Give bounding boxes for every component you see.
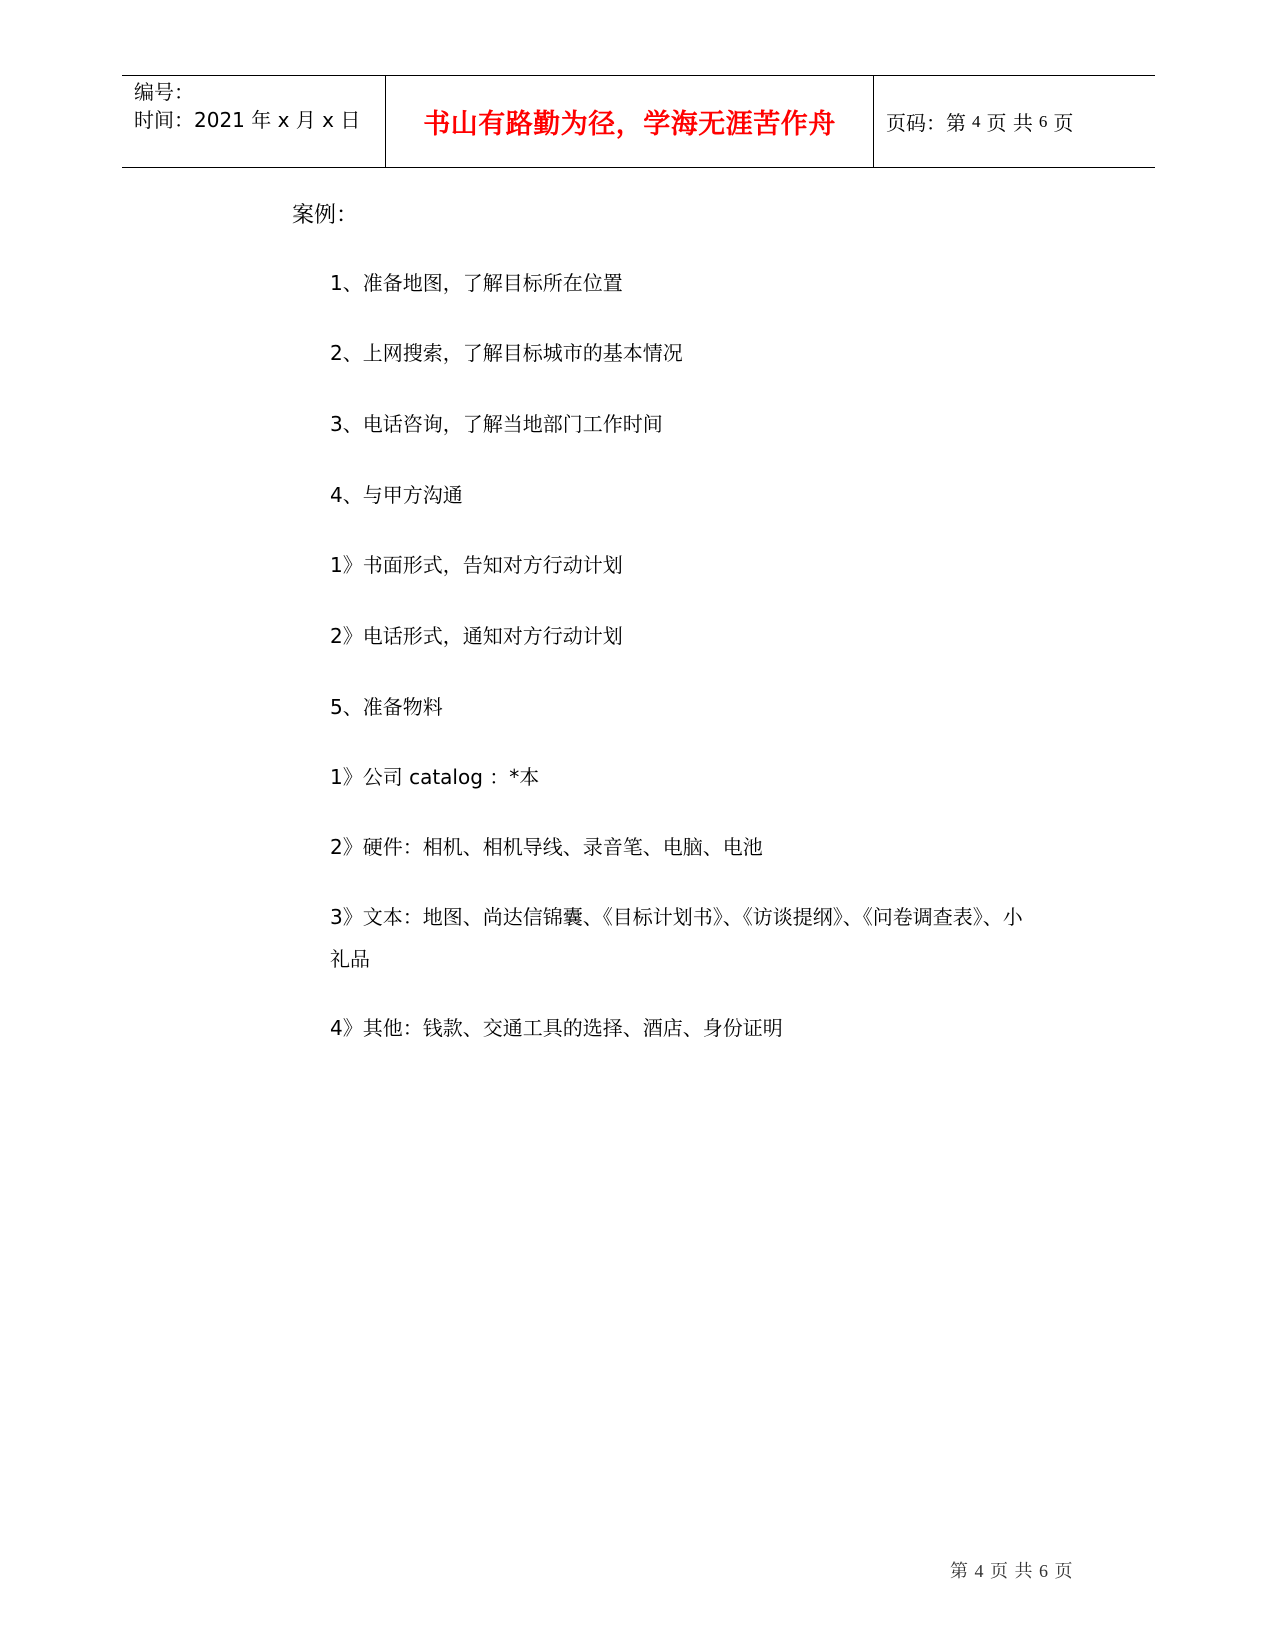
list-item: 3、电话咨询，了解当地部门工作时间 [330, 412, 663, 436]
list-item: 2》电话形式，通知对方行动计划 [330, 624, 623, 648]
list-item: 5、准备物料 [330, 695, 443, 719]
list-item: 2》硬件：相机、相机导线、录音笔、电脑、电池 [330, 835, 763, 859]
page-label-mid: 页 共 [986, 111, 1033, 135]
header-motto: 书山有路勤为径，学海无涯苦作舟 [386, 76, 874, 167]
document-time-label: 时间：2021 年 x 月 x 日 [134, 108, 361, 132]
list-item: 1》公司 catalog ：*本 [330, 765, 540, 789]
list-item: 1、准备地图，了解目标所在位置 [330, 271, 623, 295]
list-item: 4、与甲方沟通 [330, 483, 463, 507]
list-item: 2、上网搜索，了解目标城市的基本情况 [330, 341, 683, 365]
header-meta-cell [122, 76, 386, 167]
document-number-label: 编号： [134, 80, 194, 104]
header-page-indicator [874, 76, 1155, 167]
page-label-prefix: 页码：第 [886, 111, 966, 135]
page-label-suffix: 页 [1053, 111, 1074, 135]
list-item: 1》书面形式，告知对方行动计划 [330, 553, 623, 577]
section-heading: 案例： [292, 203, 359, 228]
list-item-continuation: 礼品 [330, 947, 370, 971]
page-current-number: 4 [972, 111, 981, 131]
document-header [122, 75, 1155, 168]
list-item: 4》其他：钱款、交通工具的选择、酒店、身份证明 [330, 1016, 783, 1040]
page-footer: 第 4 页 共 6 页 [950, 1561, 1074, 1581]
list-item: 3》文本：地图、尚达信锦囊、《目标计划书》、《访谈提纲》、《问卷调查表》、小 [330, 905, 1023, 929]
page-total-number: 6 [1038, 111, 1048, 131]
